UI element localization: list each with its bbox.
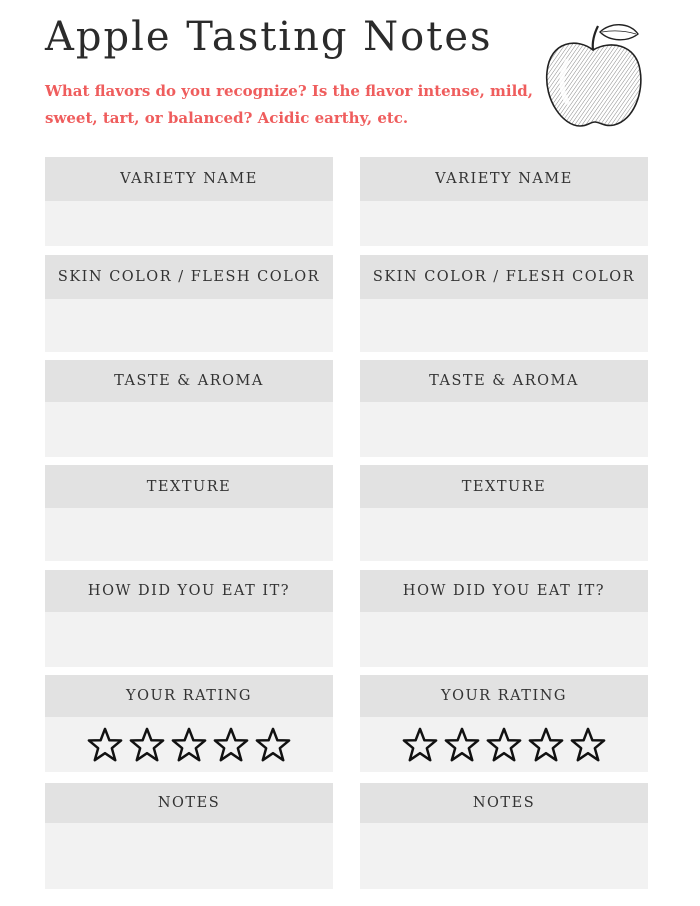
notes-field[interactable] <box>360 823 648 889</box>
rating-label: YOUR RATING <box>360 675 648 717</box>
star-icon[interactable] <box>569 726 607 764</box>
notes-section <box>360 783 648 889</box>
variety-label: VARIETY NAME <box>360 157 648 201</box>
taste-label: TASTE & AROMA <box>360 360 648 402</box>
star-icon[interactable] <box>443 726 481 764</box>
star-icon[interactable] <box>527 726 565 764</box>
variety-label: VARIETY NAME <box>45 157 333 201</box>
taste-section <box>45 360 333 457</box>
eat-label: HOW DID YOU EAT IT? <box>45 570 333 612</box>
rating-stars[interactable] <box>360 717 648 772</box>
texture-field[interactable] <box>45 508 333 561</box>
taste-section <box>360 360 648 457</box>
star-icon[interactable] <box>86 726 124 764</box>
notes-label: NOTES <box>360 783 648 823</box>
texture-label: TEXTURE <box>45 465 333 508</box>
taste-field[interactable] <box>45 402 333 457</box>
eat-field[interactable] <box>45 612 333 667</box>
notes-section <box>45 783 333 889</box>
star-icon[interactable] <box>170 726 208 764</box>
variety-section <box>360 157 648 246</box>
variety-field[interactable] <box>360 201 648 246</box>
rating-stars[interactable] <box>45 717 333 772</box>
eat-field[interactable] <box>360 612 648 667</box>
color-section <box>360 255 648 352</box>
rating-section <box>45 675 333 772</box>
rating-label: YOUR RATING <box>45 675 333 717</box>
star-icon[interactable] <box>485 726 523 764</box>
variety-section <box>45 157 333 246</box>
texture-label: TEXTURE <box>360 465 648 508</box>
star-icon[interactable] <box>254 726 292 764</box>
color-field[interactable] <box>360 299 648 352</box>
texture-section <box>360 465 648 561</box>
variety-field[interactable] <box>45 201 333 246</box>
eat-section <box>45 570 333 667</box>
color-section <box>45 255 333 352</box>
page-subtitle: What flavors do you recognize? Is the flavor intense, mild, sweet, tart, or balanced? Acidic earthy, etc. <box>45 82 533 127</box>
texture-section <box>45 465 333 561</box>
texture-field[interactable] <box>360 508 648 561</box>
notes-label: NOTES <box>45 783 333 823</box>
apple-sketch-icon <box>538 20 648 130</box>
taste-field[interactable] <box>360 402 648 457</box>
star-icon[interactable] <box>128 726 166 764</box>
notes-field[interactable] <box>45 823 333 889</box>
eat-section <box>360 570 648 667</box>
color-field[interactable] <box>45 299 333 352</box>
rating-section <box>360 675 648 772</box>
color-label: SKIN COLOR / FLESH COLOR <box>45 255 333 299</box>
color-label: SKIN COLOR / FLESH COLOR <box>360 255 648 299</box>
star-icon[interactable] <box>212 726 250 764</box>
eat-label: HOW DID YOU EAT IT? <box>360 570 648 612</box>
star-icon[interactable] <box>401 726 439 764</box>
taste-label: TASTE & AROMA <box>45 360 333 402</box>
page-title: Apple Tasting Notes <box>45 14 493 60</box>
